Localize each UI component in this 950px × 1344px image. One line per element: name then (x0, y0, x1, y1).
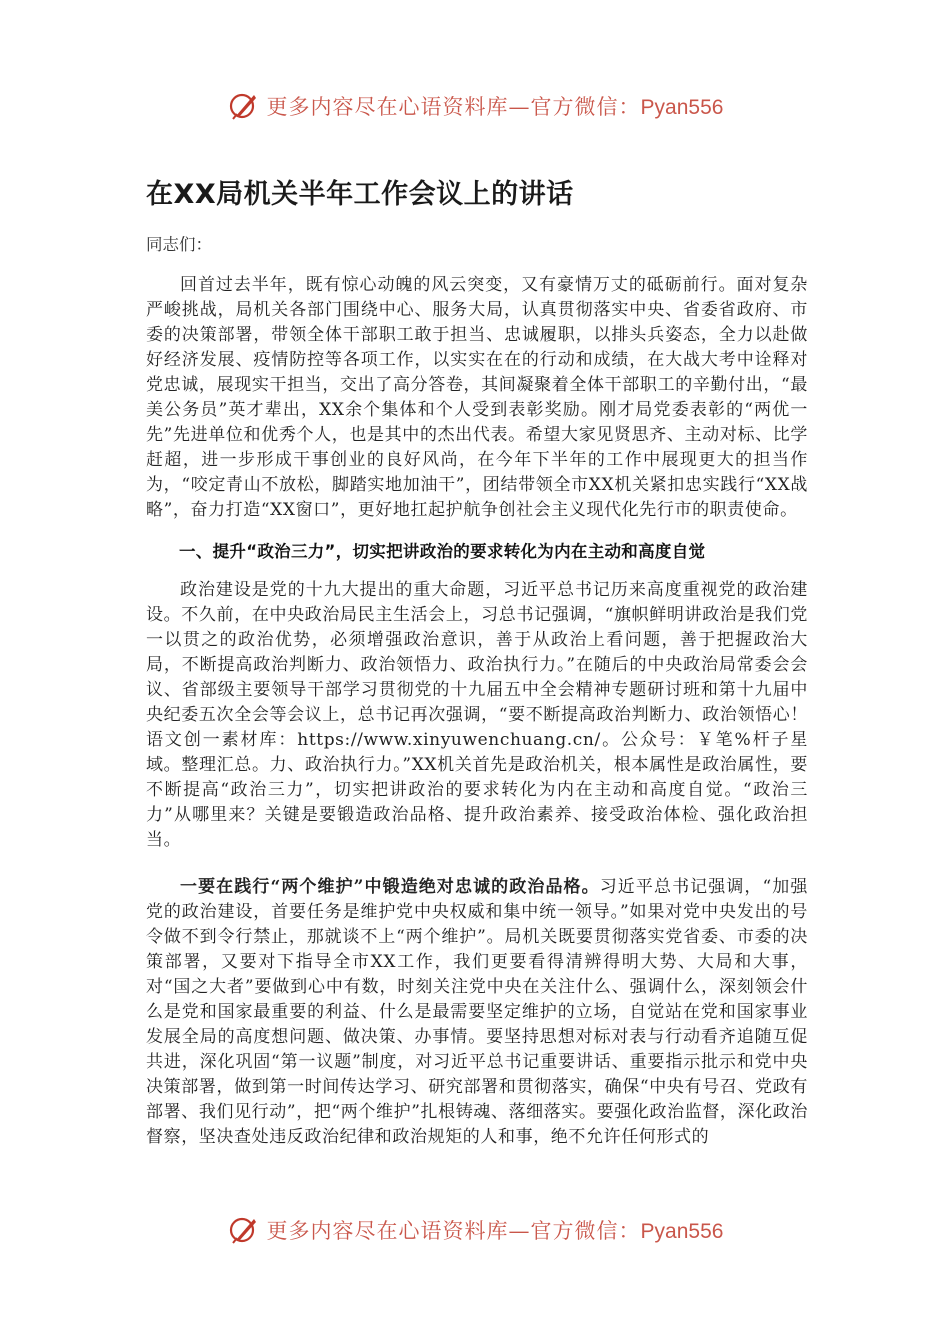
paragraph-text: 习近平总书记强调，“加强党的政治建设，首要任务是维护党中央权威和集中统一领导。”如果对党中央发出的号令做不到令行禁止，那就谈不上“两个维护”。局机关既要贯彻落实党省委、市委的决策部署，又要对下指导全市XX工作，我们更要看得清辨得明大势、大局和大事，对“国之大者”要做到心中有数，时刻关注党中央在关注什么、强调什么，深刻领会什么是党和国家最重要的利益、什么是最需要坚定维护的立场，自觉站在党和国家事业发展全局的高度想问题、做决策、办事情。要坚持思想对标对表与行动看齐追随互促共进，深化巩固“第一议题”制度，对习近平总书记重要讲话、重要指示批示和党中央决策部署，做到第一时间传达学习、研究部署和贯彻落实，确保“中央有号召、党政有部署、我们见行动”，把“两个维护”扎根铸魂、落细落实。要强化政治监督，深化政治督察，坚决查处违反政治纪律和政治规矩的人和事，绝不允许任何形式的 (146, 877, 808, 1147)
paragraph: 政治建设是党的十九大提出的重大命题，习近平总书记历来高度重视党的政治建设。不久前，在中央政治局民主生活会上，习总书记强调，“旗帜鲜明讲政治是我们党一以贯之的政治优势，必须增强政治意识，善于从政治上看问题，善于把握政治大局，不断提高政治判断力、政治领悟力、政治执行力。”在随后的中央政治局常委会会议、省部级主要领导干部学习贯彻党的十九届五中全会精神专题研讨班和第十九届中央纪委五次全会等会议上，总书记再次强调，“要不断提高政治判断力、政治领悟心！语文创一素材库：https://www.xinyuwenchuang.cn/。公众号：￥笔%杆子星域。整理汇总。力、政治执行力。”XX机关首先是政治机关，根本属性是政治属性，要不断提高“政治三力”，切实把讲政治的要求转化为内在主动和高度自觉。“政治三力”从哪里来？关键是要锻造政治品格、提升政治素养、接受政治体检、强化政治担当。 (146, 580, 808, 850)
watermark-text: 更多内容尽在心语资料库—官方微信：Pyan556 (266, 95, 724, 119)
watermark-banner-bottom (0, 1210, 950, 1250)
document-body (146, 172, 808, 1150)
salutation: 同志们： (146, 235, 212, 254)
document-title: 在XX局机关半年工作会议上的讲话 (146, 179, 574, 210)
section-heading: 一、提升“政治三力”，切实把讲政治的要求转化为内在主动和高度自觉 (179, 542, 706, 561)
paragraph: 回首过去半年，既有惊心动魄的风云突变，又有豪情万丈的砥砺前行。面对复杂严峻挑战，局机关各部门围绕中心、服务大局，认真贯彻落实中央、省委省政府、市委的决策部署，带领全体干部职工敢于担当、忠诚履职，以排头兵姿态，全力以赴做好经济发展、疫情防控等各项工作，以实实在在的行动和成绩，在大战大考中诠释对党忠诚，展现实干担当，交出了高分答卷，其间凝聚着全体干部职工的辛勤付出，“最美公务员”英才辈出，XX余个集体和个人受到表彰奖励。刚才局党委表彰的“两优一先”先进单位和优秀个人，也是其中的杰出代表。希望大家见贤思齐、主动对标、比学赶超，进一步形成干事创业的良好风尚，在今年下半年的工作中展现更大的担当作为，“咬定青山不放松，脚踏实地加油干”，团结带领全市XX机关紧扣忠实践行“XX战略”，奋力打造“XX窗口”，更好地扛起护航争创社会主义现代化先行市的职责使命。 (146, 275, 808, 520)
paragraph-lead: 一要在践行“两个维护”中锻造绝对忠诚的政治品格。 (180, 877, 600, 897)
watermark-text: 更多内容尽在心语资料库—官方微信：Pyan556 (266, 1219, 724, 1243)
quill-logo-icon (227, 1213, 261, 1247)
paragraph (146, 875, 808, 1150)
watermark-banner-top (0, 86, 950, 126)
quill-logo-icon (227, 89, 261, 123)
